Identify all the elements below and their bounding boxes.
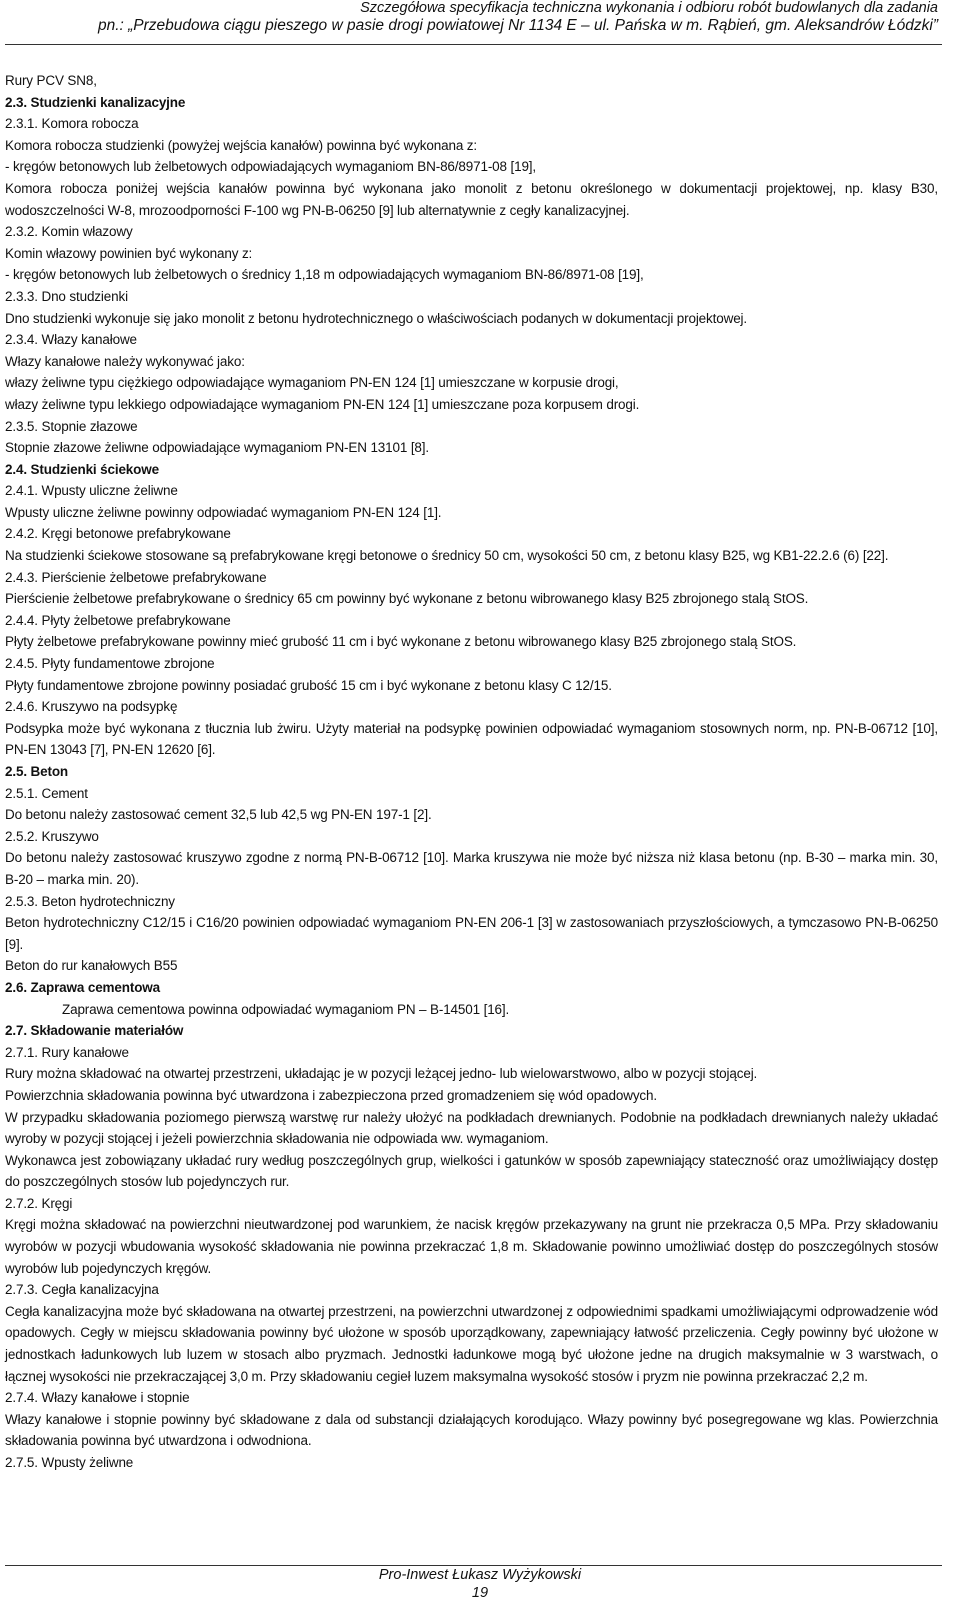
subsection-heading: 2.7.2. Kręgi [5,1195,73,1211]
paragraph: Dno studzienki wykonuje się jako monolit z betonu hydrotechnicznego o właściwościach podanych w dokumentacji projektowej. [5,310,748,326]
subsection-heading: 2.7.3. Cegła kanalizacyjna [5,1282,159,1298]
paragraph: Wpusty uliczne żeliwne powinny odpowiadać wymaganiom PN-EN 124 [1]. [5,504,442,520]
subsection-heading: 2.4.4. Płyty żelbetowe prefabrykowane [5,612,231,628]
subsection-heading: 2.4.6. Kruszywo na podsypkę [5,699,178,715]
paragraph: Rury można składować na otwartej przestrzeni, układając je w pozycji leżącej jedno- lub wielowarstwowo, albo w pozycji stojącej. [5,1066,758,1082]
paragraph: Stopnie złazowe żeliwne odpowiadające wymaganiom PN-EN 13101 [8]. [5,440,429,456]
list-item: włazy żeliwne typu ciężkiego odpowiadające wymaganiom PN-EN 124 [1] umieszczane w korpusie drogi, [5,375,619,391]
paragraph: Powierzchnia składowania powinna być utwardzona i zabezpieczona przed gromadzeniem się wód opadowych. [5,1087,657,1103]
subsection-heading: 2.4.1. Wpusty uliczne żeliwne [5,483,178,499]
list-item: - kręgów betonowych lub żelbetowych o średnicy 1,18 m odpowiadających wymaganiom BN-86/8971-08 [19], [5,267,644,283]
paragraph: W przypadku składowania poziomego pierwszą warstwę rur należy ułożyć na podkładach drewnianych. Podobnie na podkładach drewnianych należy układać wyroby w pozycji stojącej i jeżeli powierzchnia składowania nie odpowiada ww. wymaganiom. [5,1109,938,1147]
paragraph: Podsypka może być wykonana z tłucznia lub żwiru. Użyty materiał na podsypkę powinien odpowiadać wymaganiom stosownych norm, np. PN-B-06712 [10], PN-EN 13043 [7], PN-EN 12620 [6]. [5,720,938,758]
paragraph: Kręgi można składować na powierzchni nieutwardzonej pod warunkiem, że nacisk kręgów przekazywany na grunt nie przekracza 0,5 MPa. Przy składowaniu wyrobów w pozycji wbudowania wysokość składowania nie powinna przekraczać 1,8 m. Składowanie powinno umożliwiać dostęp do poszczególnych stosów wyrobów lub pojedynczych kręgów. [5,1217,938,1276]
paragraph: Komora robocza poniżej wejścia kanałów powinna być wykonana jako monolit z betonu określonego w dokumentacji projektowej, np. klasy B30, wodoszczelności W-8, mrozoodporności F-100 wg PN-B-06250 [9] lub alternatywnie z cegły kanalizacyjnej. [5,180,938,218]
subsection-heading: 2.3.4. Włazy kanałowe [5,332,137,348]
document-body [5,70,938,1474]
subsection-heading: 2.5.1. Cement [5,785,88,801]
subsection-heading: 2.5.2. Kruszywo [5,828,99,844]
subsection-heading: 2.3.3. Dno studzienki [5,288,128,304]
paragraph: Cegła kanalizacyjna może być składowana na otwartej przestrzeni, na powierzchni utwardzonej z odpowiednimi spadkami umożliwiającymi odprowadzenie wód opadowych. Cegły w miejscu składowania powinny być ułożone w sposób uporządkowany, zapewniający łatwość przeliczenia. Cegły powinny być ułożone w jednostkach ładunkowych lub luzem w stosach albo pryzmach. Jednostki ładunkowe mogą być ułożone jedne na drugich maksymalnie w 3 warstwach, o łącznej wysokości nie przekraczającej 3,0 m. Przy składowaniu cegieł luzem maksymalna wysokość stosów i pryzm nie powinna przekraczać 2,2 m. [5,1303,938,1384]
footer-author: Pro-Inwest Łukasz Wyżykowski [378,1567,582,1583]
paragraph: Wykonawca jest zobowiązany układać rury według poszczególnych grup, wielkości i gatunków w sposób zapewniający stateczność oraz umożliwiający dostęp do poszczególnych stosów lub pojedynczych rur. [5,1152,938,1190]
subsection-heading: 2.3.2. Komin włazowy [5,224,133,240]
paragraph: Zaprawa cementowa powinna odpowiadać wymaganiom PN – B-14501 [16]. [62,1001,510,1017]
page-number: 19 [471,1585,489,1601]
paragraph: Rury PCV SN8, [5,73,97,88]
paragraph: Beton do rur kanałowych B55 [5,958,178,974]
section-heading: 2.5. Beton [5,764,69,779]
section-heading: 2.7. Składowanie materiałów [5,1023,184,1039]
paragraph: Beton hydrotechniczny C12/15 i C16/20 powinien odpowiadać wymaganiom PN-EN 206-1 [3] w zastosowaniach przyszłościowych, a tymczasowo PN-B-06250 [9]. [5,915,938,952]
paragraph: Komin włazowy powinien być wykonany z: [5,245,253,261]
header-project-name: pn.: „Przebudowa ciągu pieszego w pasie drogi powiatowej Nr 1134 E – ul. Pańska w m. Rąbień, gm. Aleksandrów Łódzki” [97,17,938,34]
paragraph: Włazy kanałowe należy wykonywać jako: [5,353,245,369]
paragraph: Do betonu należy zastosować cement 32,5 lub 42,5 wg PN-EN 197-1 [2]. [5,807,432,823]
header-spec-title: Szczegółowa specyfikacja techniczna wykonania i odbioru robót budowlanych dla zadania [360,0,938,16]
list-item: włazy żeliwne typu lekkiego odpowiadające wymaganiom PN-EN 124 [1] umieszczane poza korpusem drogi. [5,396,640,412]
subsection-heading: 2.3.1. Komora robocza [5,116,139,132]
paragraph: Pierścienie żelbetowe prefabrykowane o średnicy 65 cm powinny być wykonane z betonu wibrowanego klasy B25 zbrojonego stalą StOS. [5,591,809,607]
paragraph: Płyty fundamentowe zbrojone powinny posiadać grubość 15 cm i być wykonane z betonu klasy C 12/15. [5,677,612,693]
section-heading: 2.3. Studzienki kanalizacyjne [5,94,186,110]
subsection-heading: 2.4.2. Kręgi betonowe prefabrykowane [5,526,231,542]
subsection-heading: 2.3.5. Stopnie złazowe [5,418,138,434]
paragraph: Włazy kanałowe i stopnie powinny być składowane z dala od substancji działających korodująco. Włazy powinny być posegregowane wg klas. Powierzchnia składowania powinna być utwardzona i odwodniona. [5,1411,938,1449]
section-heading: 2.4. Studzienki ściekowe [5,461,159,477]
footer-divider [5,1565,942,1566]
paragraph: Komora robocza studzienki (powyżej wejścia kanałów) powinna być wykonana z: [5,137,477,153]
paragraph: Do betonu należy zastosować kruszywo zgodne z normą PN-B-06712 [10]. Marka kruszywa nie może być niższa niż klasa betonu (np. B-30 – marka min. 30, B-20 – marka min. 20). [5,850,938,887]
paragraph: Płyty żelbetowe prefabrykowane powinny mieć grubość 11 cm i być wykonane z betonu wibrowanego klasy B25 zbrojonego stalą StOS. [5,634,797,650]
paragraph: Na studzienki ściekowe stosowane są prefabrykowane kręgi betonowe o średnicy 50 cm, wysokości 50 cm, z betonu klasy B25, wg KB1-22.2.6 (6) [22]. [5,548,889,564]
subsection-heading: 2.5.3. Beton hydrotechniczny [5,893,175,909]
list-item: - kręgów betonowych lub żelbetowych odpowiadających wymaganiom BN-86/8971-08 [19], [5,159,537,175]
section-heading: 2.6. Zaprawa cementowa [5,979,161,995]
subsection-heading: 2.4.5. Płyty fundamentowe zbrojone [5,656,215,672]
subsection-heading: 2.4.3. Pierścienie żelbetowe prefabrykowane [5,569,267,585]
header-divider [5,44,942,45]
subsection-heading: 2.7.5. Wpusty żeliwne [5,1455,134,1470]
subsection-heading: 2.7.4. Włazy kanałowe i stopnie [5,1390,190,1406]
subsection-heading: 2.7.1. Rury kanałowe [5,1044,129,1060]
